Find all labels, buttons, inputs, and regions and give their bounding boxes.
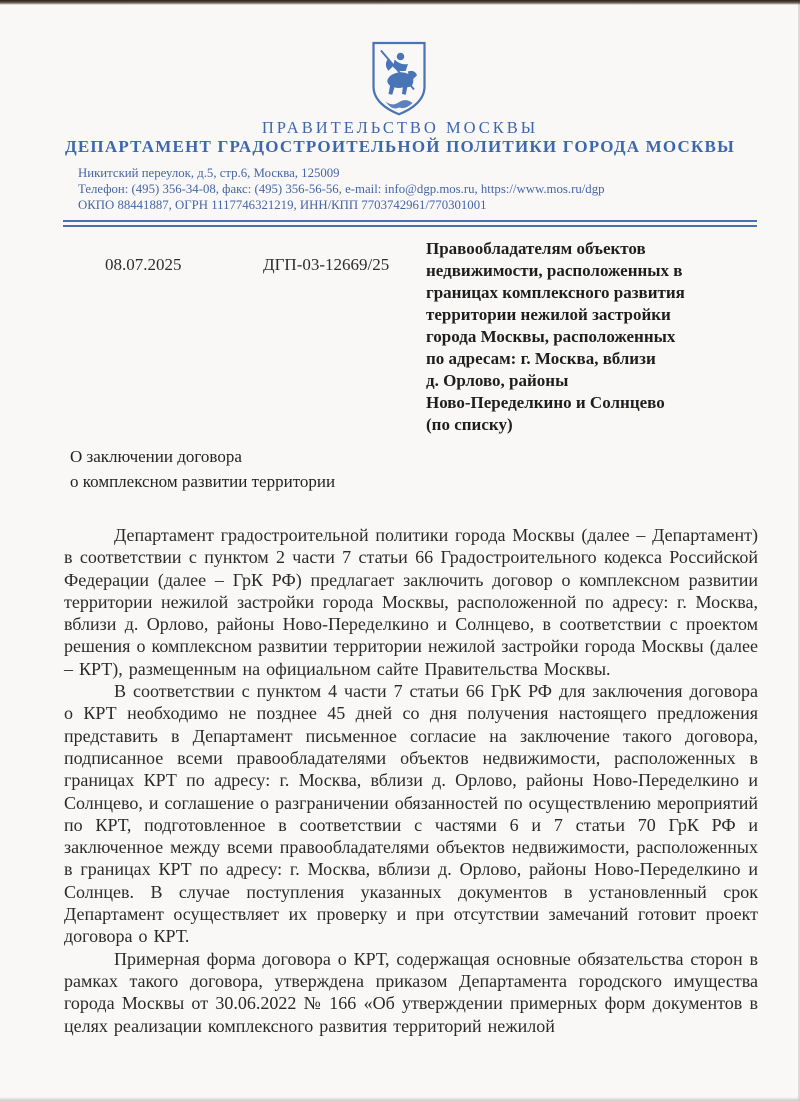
letter-number: ДГП-03-12669/25 (263, 255, 390, 274)
addressee-line: по адресам: г. Москва, вблизи (426, 349, 656, 368)
subject-line: О заключении договора (70, 447, 242, 466)
addressee-line: недвижимости, расположенных в (426, 261, 683, 280)
department-title: ДЕПАРТАМЕНТ ГРАДОСТРОИТЕЛЬНОЙ ПОЛИТИКИ ГОРОДА МОСКВЫ (64, 137, 735, 156)
letterhead-registry: ОКПО 88441887, ОГРН 1117746321219, ИНН/КПП 7703742961/770301001 (78, 197, 487, 212)
body-paragraph: Департамент градостроительной политики города Москвы (далее – Департамент) в соответствии с пунктом 2 части 7 статьи 66 Градостроительного кодекса Российской Федерации (далее – ГрК РФ) предлагает заключить договор о комплексном развитии территории нежилой застройки города Москвы, расположенной по адресу: г. Москва, вблизи д. Орлово, районы Ново-Переделкино и Солнцево, в соответствии с проектом решения о комплексном развитии территории нежилой застройки города Москвы (далее – КРТ), размещенным на официальном сайте Правительства Москвы. (64, 525, 758, 679)
body-paragraph: В соответствии с пунктом 4 части 7 статьи 66 ГрК РФ для заключения договора о КРТ необходимо не позднее 45 дней со дня получения настоящего предложения представить в Департамент письменное согласие на заключение такого договора, подписанное всеми правообладателями объектов недвижимости, расположенных в границах КРТ по адресу: г. Москва, вблизи д. Орлово, районы Ново-Переделкино и Солнцево, и соглашение о разграничении обязанностей по осуществлению мероприятий по КРТ, подготовленное в соответствии с частями 6 и 7 статьи 70 ГрК РФ и заключенное между всеми правообладателями объектов недвижимости, расположенных в границах КРТ по адресу: г. Москва, вблизи д. Орлово, районы Ново-Переделкино и Солнцев. В случае поступления указанных документов в установленный срок Департамент осуществляет их проверку и при отсутствии замечаний готовит проект договора о КРТ. (64, 681, 758, 947)
subject-block (70, 444, 335, 494)
letterhead-contacts (78, 166, 605, 213)
addressee-line: Ново-Переделкино и Солнцево (426, 393, 665, 412)
letterhead-phones: Телефон: (495) 356-34-08, факс: (495) 356-56-56, e-mail: info@dgp.mos.ru, https://www.mos.ru/dgp (78, 181, 605, 196)
addressee-line: границах комплексного развития (426, 283, 685, 302)
scan-edge-bottom (0, 1097, 800, 1101)
scan-edge-top (0, 0, 800, 5)
letter-body (64, 524, 758, 1037)
government-title: ПРАВИТЕЛЬСТВО МОСКВЫ (261, 118, 539, 137)
addressee-block (426, 238, 726, 436)
moscow-coat-of-arms-icon (357, 40, 441, 123)
letter-date: 08.07.2025 (105, 255, 182, 274)
addressee-line: Правообладателям объектов (426, 239, 646, 258)
subject-line: о комплексном развитии территории (70, 472, 336, 491)
letterhead-address: Никитский переулок, д.5, стр.6, Москва, 125009 (78, 166, 340, 180)
addressee-line: территории нежилой застройки (426, 305, 671, 324)
addressee-line: д. Орлово, районы (426, 371, 569, 390)
addressee-line: города Москвы, расположенных (426, 327, 676, 346)
addressee-line: (по списку) (426, 415, 513, 434)
body-paragraph: Примерная форма договора о КРТ, содержащая основные обязательства сторон в рамках такого договора, утверждена приказом Департамента городского имущества города Москвы от 30.06.2022 № 166 «Об утверждении примерных форм документов в целях реализации комплексного развития территорий нежилой (64, 948, 758, 1036)
letterhead-divider (63, 220, 757, 227)
